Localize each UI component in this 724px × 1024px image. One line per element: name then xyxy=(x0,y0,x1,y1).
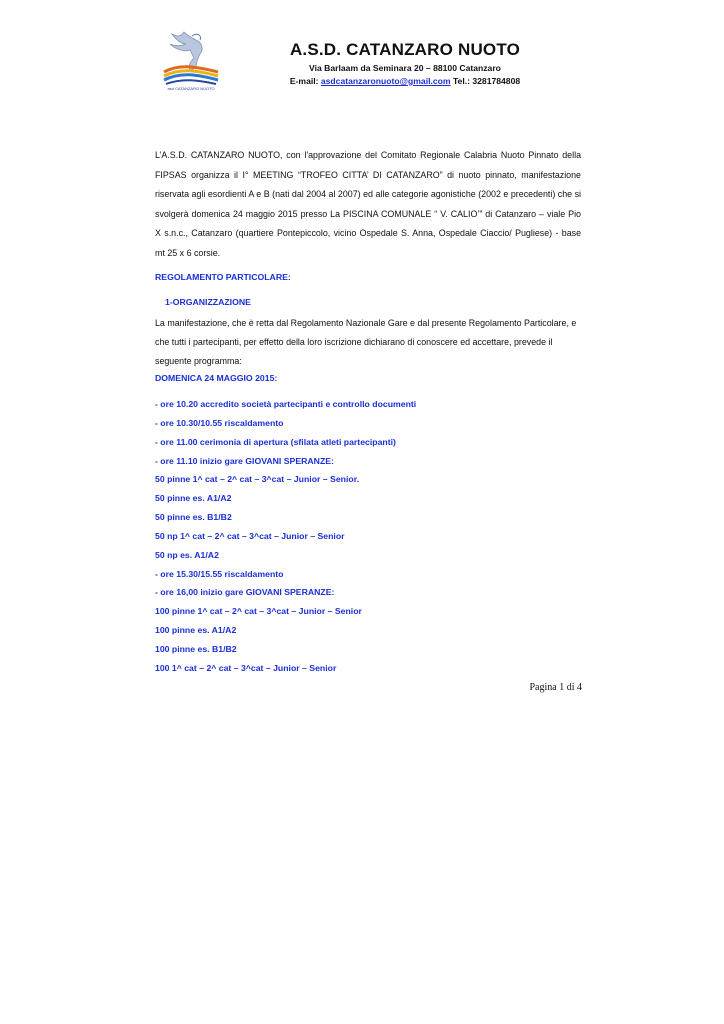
program-item: 50 pinne es. B1/B2 xyxy=(155,512,232,523)
org-title: A.S.D. CATANZARO NUOTO xyxy=(289,40,521,59)
org-address: Via Barlaam da Seminara 20 – 88100 Catanzaro xyxy=(309,63,501,73)
organizzazione-paragraph: La manifestazione, che è retta dal Regolamento Nazionale Gare e dal presente Regolamento Particolare, e che tutti i partecipanti, per effetto della loro iscrizione dichiarano di conoscere ed accettare, prevede il seguente programma: xyxy=(155,318,577,367)
svg-text:asd CATANZARO NUOTO: asd CATANZARO NUOTO xyxy=(167,86,215,91)
program-item: - ore 11.00 cerimonia di apertura (sfilata atleti partecipanti) xyxy=(155,436,396,447)
letterhead xyxy=(250,40,560,86)
program-item: 100 1^ cat – 2^ cat – 3^cat – Junior – Senior xyxy=(155,662,337,673)
program-item: - ore 10.20 accredito società partecipanti e controllo documenti xyxy=(155,399,417,409)
program-item: - ore 16,00 inizio gare GIOVANI SPERANZE: xyxy=(155,587,335,598)
email-link[interactable]: asdcatanzaronuoto@gmail.com xyxy=(320,76,451,86)
club-logo xyxy=(160,28,222,92)
program-item: 100 pinne es. B1/B2 xyxy=(155,643,237,654)
organizzazione-heading: 1-ORGANIZZAZIONE xyxy=(165,297,251,307)
phone-number: Tel.: 3281784808 xyxy=(452,76,521,86)
program-list xyxy=(155,395,585,678)
program-item: 50 np 1^ cat – 2^ cat – 3^cat – Junior – Senior xyxy=(155,530,345,541)
program-item: - ore 15.30/15.55 riscaldamento xyxy=(155,568,284,579)
program-item: 50 np es. A1/A2 xyxy=(155,549,219,560)
program-item: 50 pinne es. A1/A2 xyxy=(155,493,232,504)
intro-paragraph: L’A.S.D. CATANZARO NUOTO, con l'approvazione del Comitato Regionale Calabria Nuoto Pinnato della FIPSAS organizza il I° MEETING “TROFEO CITTA’ DI CATANZARO” di nuoto pinnato, manifestazione riservata agli esordienti A e B (nati dal 2004 al 2007) ed alle categorie agonistiche (2002 e precedenti) che si svolgerà domenica 24 maggio 2015 presso La PISCINA COMUNALE “ V. CALIO’” di Catanzaro – viale Pio X s.n.c., Catanzaro (quartiere Pontepiccolo, vicino Ospedale S. Anna, Ospedale Ciaccio/ Pugliese) - base mt 25 x 6 corsie. xyxy=(155,150,581,258)
program-item: 100 pinne 1^ cat – 2^ cat – 3^cat – Junior – Senior xyxy=(155,606,362,617)
regolamento-heading: REGOLAMENTO PARTICOLARE: xyxy=(155,272,291,282)
program-item: 100 pinne es. A1/A2 xyxy=(155,625,237,636)
email-label: E-mail: xyxy=(289,76,319,86)
page-number: Pagina 1 di 4 xyxy=(529,682,582,693)
org-contact xyxy=(250,76,560,86)
program-item: - ore 10.30/10.55 riscaldamento xyxy=(155,417,284,428)
program-item: - ore 11.10 inizio gare GIOVANI SPERANZE: xyxy=(155,455,334,466)
program-item: 50 pinne 1^ cat – 2^ cat – 3^cat – Junior – Senior. xyxy=(155,474,360,485)
date-heading: DOMENICA 24 MAGGIO 2015: xyxy=(155,373,278,383)
